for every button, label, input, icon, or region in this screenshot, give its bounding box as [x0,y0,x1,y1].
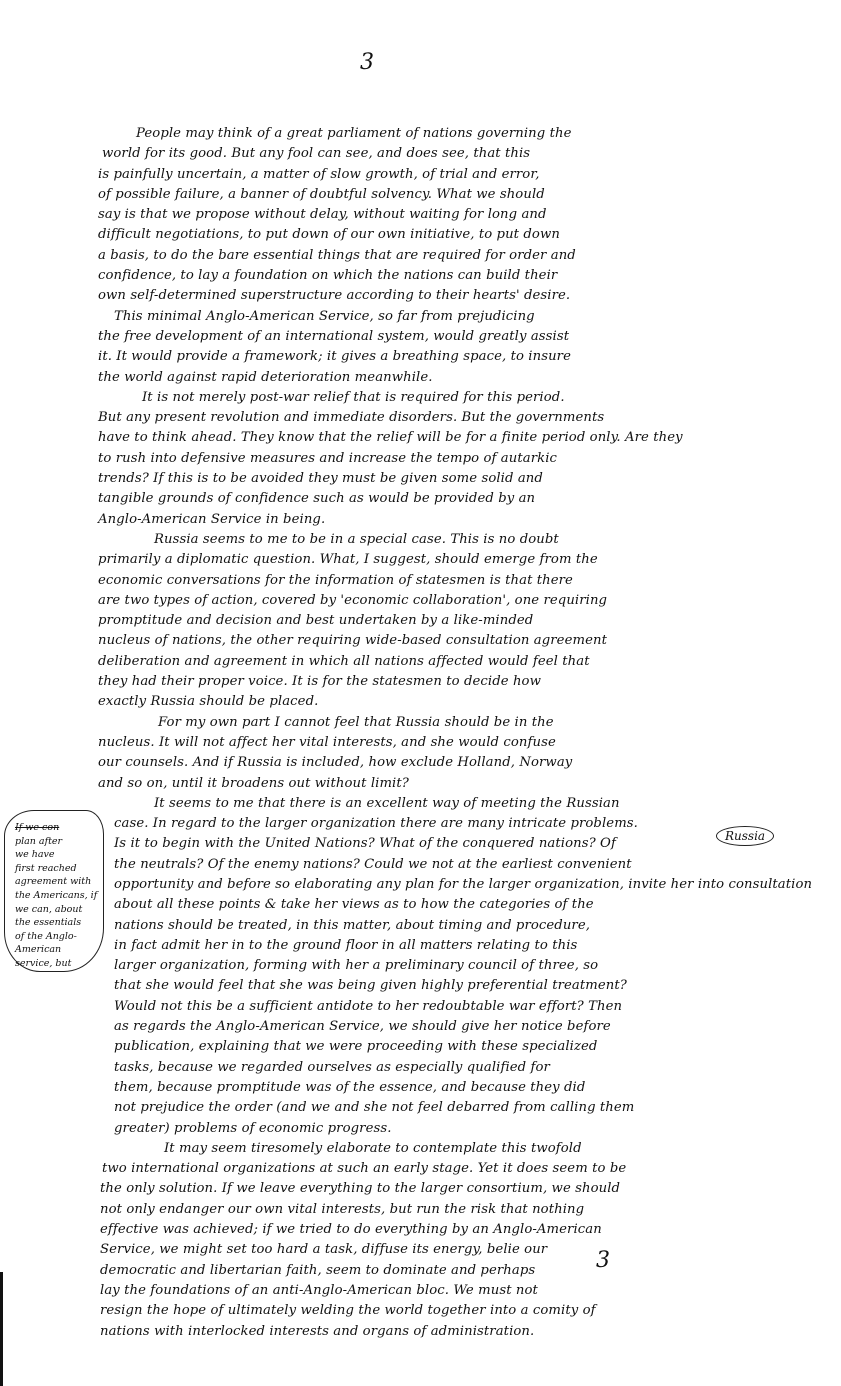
manuscript-line: tangible grounds of confidence such as would be provided by an [98,491,536,507]
manuscript-line: have to think ahead. They know that the relief will be for a finite period only. Are they [98,430,683,446]
manuscript-line: Is it to begin with the United Nations? What of the conquered nations? Of [114,836,616,852]
manuscript-line: case. In regard to the larger organization there are many intricate problems. [114,816,638,832]
page-number-top: 3 [360,50,374,75]
manuscript-line: promptitude and decision and best undertaken by a like-minded [98,613,534,629]
manuscript-line: trends? If this is to be avoided they must be given some solid and [98,471,543,487]
manuscript-line: deliberation and agreement in which all nations affected would feel that [98,653,590,669]
manuscript-line: nucleus. It will not affect her vital interests, and she would confuse [98,734,556,750]
manuscript-line: it. It would provide a framework; it gives a breathing space, to insure [98,349,571,365]
manuscript-line: to rush into defensive measures and increase the tempo of autarkic [98,450,557,466]
manuscript-line: tasks, because we regarded ourselves as especially qualified for [114,1059,550,1075]
manuscript-line: opportunity and before so elaborating any plan for the larger organization, invite her into consultation [114,876,813,892]
manuscript-line: economic conversations for the information of statesmen is that there [98,572,573,588]
manuscript-line: them, because promptitude was of the essence, and because they did [114,1079,586,1095]
manuscript-line: as regards the Anglo-American Service, we should give her notice before [114,1019,611,1035]
manuscript-line: larger organization, forming with her a preliminary council of three, so [114,958,599,974]
margin-note-line: we can, about [15,903,83,915]
manuscript-line: nucleus of nations, the other requiring wide-based consultation agreement [98,633,607,649]
manuscript-line: It seems to me that there is an excellent way of meeting the Russian [154,795,620,811]
margin-note-line: agreement with [15,876,92,888]
margin-note-line: of the Anglo- [15,930,77,942]
manuscript-line: the free development of an international system, would greatly assist [98,328,570,344]
manuscript-line: the neutrals? Of the enemy nations? Could we not at the earliest convenient [114,856,632,872]
margin-note-line: service, but [15,957,72,969]
manuscript-line: own self-determined superstructure according to their hearts' desire. [98,288,571,304]
manuscript-line: nations with interlocked interests and organs of administration. [100,1323,535,1339]
circled-insertion-word: Russia [716,826,774,846]
manuscript-line: effective was achieved; if we tried to do everything by an Anglo-American [100,1222,602,1238]
manuscript-line: Would not this be a sufficient antidote to her redoubtable war effort? Then [114,998,623,1014]
margin-note-line: the Americans, if [15,889,98,901]
manuscript-line: they had their proper voice. It is for the statesmen to decide how [98,674,541,690]
margin-note-line: the essentials [15,917,82,929]
manuscript-line: not prejudice the order (and we and she not feel debarred from calling them [114,1100,635,1116]
page-number-bottom: 3 [596,1248,610,1273]
manuscript-line: This minimal Anglo-American Service, so far from prejudicing [114,308,535,324]
manuscript-line: the world against rapid deterioration meanwhile. [98,369,433,385]
manuscript-line: confidence, to lay a foundation on which the nations can build their [98,268,558,284]
manuscript-line: in fact admit her in to the ground floor in all matters relating to this [114,937,578,953]
scan-edge-mark [0,1272,3,1386]
manuscript-line: It may seem tiresomely elaborate to contemplate this twofold [164,1140,582,1156]
manuscript-line: is painfully uncertain, a matter of slow growth, of trial and error, [98,166,540,182]
manuscript-line: exactly Russia should be placed. [98,694,319,710]
manuscript-line: two international organizations at such an early stage. Yet it does seem to be [102,1161,627,1177]
manuscript-line: nations should be treated, in this matter, about timing and procedure, [114,917,591,933]
manuscript-line: People may think of a great parliament of nations governing the [136,126,572,141]
manuscript-line: Service, we might set too hard a task, diffuse its energy, belie our [100,1242,548,1258]
margin-note-line: first reached [15,862,77,874]
manuscript-line: say is that we propose without delay, without waiting for long and [98,207,547,223]
manuscript-line: democratic and libertarian faith, seem to dominate and perhaps [100,1262,536,1278]
manuscript-line: our counsels. And if Russia is included, how exclude Holland, Norway [98,755,573,771]
manuscript-line: and so on, until it broadens out without limit? [98,775,409,791]
manuscript-line: that she would feel that she was being given highly preferential treatment? [114,978,627,994]
manuscript-line: But any present revolution and immediate disorders. But the governments [98,410,605,426]
manuscript-line: Anglo-American Service in being. [98,511,326,527]
manuscript-line: a basis, to do the bare essential things that are required for order and [98,247,576,263]
manuscript-line: publication, explaining that we were proceeding with these specialized [114,1039,598,1055]
manuscript-line: about all these points & take her views as to how the categories of the [114,897,594,913]
margin-note-line: American [15,944,62,956]
margin-note-line: we have [15,849,55,861]
manuscript-line: difficult negotiations, to put down of our own initiative, to put down [98,227,560,243]
margin-note-line: plan after [15,835,63,847]
manuscript-text [98,124,813,1342]
manuscript-line: Russia seems to me to be in a special case. This is no doubt [154,531,559,547]
margin-note-struck-line: If we con [15,822,60,833]
manuscript-line: the only solution. If we leave everything to the larger consortium, we should [100,1181,621,1197]
manuscript-line: not only endanger our own vital interests, but run the risk that nothing [100,1201,585,1217]
manuscript-line: are two types of action, covered by 'economic collaboration', one requiring [98,592,608,608]
margin-note [4,810,104,972]
manuscript-line: greater) problems of economic progress. [114,1120,392,1136]
manuscript-line: primarily a diplomatic question. What, I suggest, should emerge from the [98,552,598,568]
manuscript-line: world for its good. But any fool can see, and does see, that this [102,146,531,162]
manuscript-line: lay the foundations of an anti-Anglo-American bloc. We must not [100,1282,538,1298]
manuscript-line: For my own part I cannot feel that Russia should be in the [158,714,554,730]
manuscript-line: It is not merely post-war relief that is required for this period. [142,389,565,405]
manuscript-line: resign the hope of ultimately welding the world together into a comity of [100,1303,596,1319]
manuscript-line: of possible failure, a banner of doubtful solvency. What we should [98,186,545,202]
